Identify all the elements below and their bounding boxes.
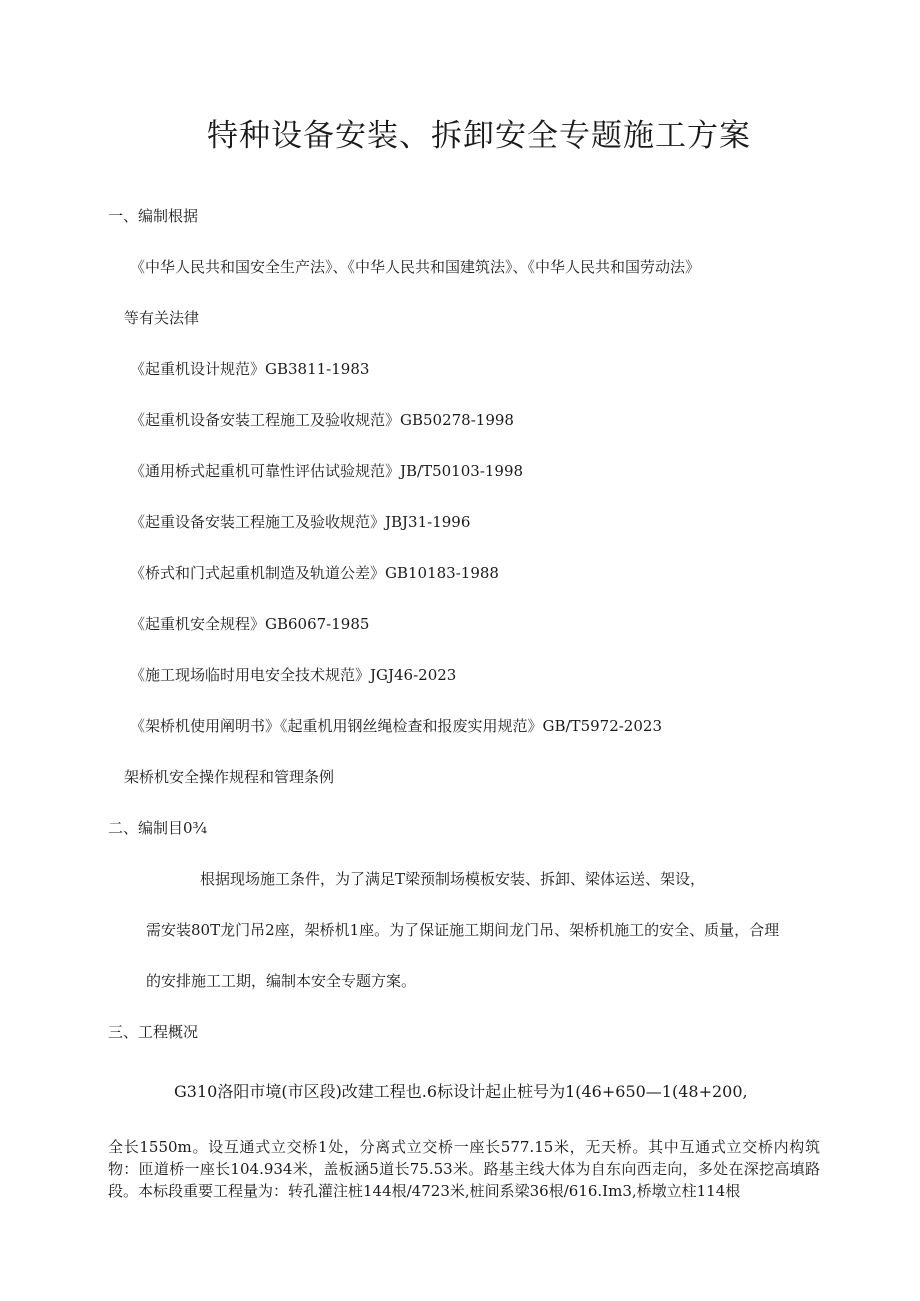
- purpose-line: 根据现场施工条件，为了满足T梁预制场模板安装、拆卸、梁体运送、架设，: [200, 870, 706, 888]
- basis-item: 《桥式和门式起重机制造及轨道公差》GB10183-1988: [130, 564, 499, 582]
- section-heading-purpose: 二、编制目0¾: [108, 819, 208, 837]
- basis-item: 《中华人民共和国安全生产法》、《中华人民共和国建筑法》、《中华人民共和国劳动法》: [130, 258, 701, 276]
- section-heading-overview: 三、工程概况: [108, 1023, 199, 1041]
- basis-item: 《起重机安全规程》GB6067-1985: [130, 615, 370, 633]
- basis-item: 《起重设备安装工程施工及验收规范》JBJ31-1996: [130, 513, 471, 531]
- basis-item: 《施工现场临时用电安全技术规范》JGJ46-2023: [130, 666, 457, 684]
- basis-item: 《起重机设计规范》GB3811-1983: [130, 360, 370, 378]
- basis-item: 等有关法律: [124, 309, 200, 327]
- basis-item: 《通用桥式起重机可靠性评估试验规范》JB/T50103-1998: [130, 462, 524, 480]
- basis-item: 架桥机安全操作规程和管理条例: [124, 768, 335, 786]
- document-title: 特种设备安装、拆卸安全专题施工方案: [207, 118, 751, 154]
- section-heading-basis: 一、编制根据: [108, 207, 199, 225]
- overview-paragraph: 全长1550m。设互通式立交桥1处，分离式立交桥一座长577.15米，无天桥。其中互通式立交桥内构筑物：匝道桥一座长104.934米，盖板涵5道长75.53米。路基主线大体为自东向西走向，多处在深挖高填路段。本标段重要工程量为：转孔灌注桩144根/4723米,桩间系梁36根/616.Im3,桥墩立柱114根: [108, 1138, 820, 1200]
- purpose-line: 需安装80T龙门吊2座，架桥机1座。为了保证施工期间龙门吊、架桥机施工的安全、质量，合理: [146, 921, 780, 939]
- basis-item: 《起重机设备安装工程施工及验收规范》GB50278-1998: [130, 411, 514, 429]
- basis-item: 《架桥机使用阐明书》《起重机用钢丝绳检查和报废实用规范》GB/T5972-2023: [130, 717, 662, 735]
- overview-line: G310洛阳市境(市区段)改建工程也.6标设计起止桩号为1(46+650—1(48+200,: [174, 1082, 748, 1101]
- purpose-line: 的安排施工工期，编制本安全专题方案。: [146, 972, 417, 990]
